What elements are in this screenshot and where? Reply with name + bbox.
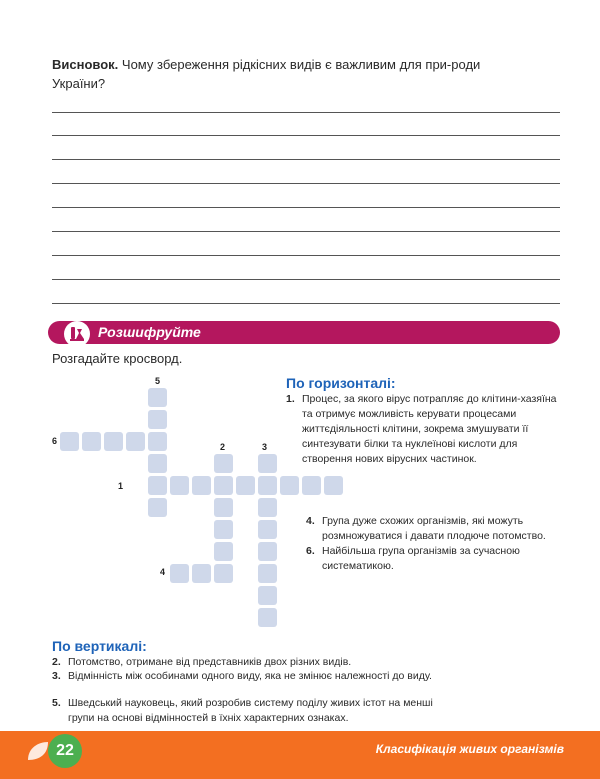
crossword-cell[interactable] — [258, 542, 277, 561]
answer-line[interactable] — [52, 207, 560, 208]
crossword-cell[interactable] — [148, 498, 167, 517]
crossword-number: 6 — [52, 436, 58, 446]
crossword-cell[interactable] — [192, 476, 211, 495]
answer-line[interactable] — [52, 183, 560, 184]
crossword-cell[interactable] — [258, 586, 277, 605]
crossword-cell[interactable] — [170, 476, 189, 495]
crossword-cell[interactable] — [148, 410, 167, 429]
crossword-cell[interactable] — [258, 498, 277, 517]
answer-line[interactable] — [52, 231, 560, 232]
horizontal-clue-4: 4. Група дуже схожих організмів, які можуть розмножуватися і давати плодюче потомство. — [306, 515, 546, 542]
horizontal-clue-6: 6. Найбільша група організмів за сучасною систематикою. — [306, 545, 520, 572]
crossword-cell[interactable] — [214, 542, 233, 561]
answer-line[interactable] — [52, 279, 560, 280]
crossword-cell[interactable] — [148, 432, 167, 451]
vertical-clue-5: 5. Шведський науковець, який розробив систему поділу живих істот на менші групи на основі відмінностей в їхніх характерних ознаках. — [52, 697, 433, 724]
crossword-cell[interactable] — [258, 564, 277, 583]
crossword-number: 1 — [118, 481, 124, 491]
answer-line[interactable] — [52, 135, 560, 136]
crossword-cell[interactable] — [214, 520, 233, 539]
crossword-cell[interactable] — [148, 388, 167, 407]
footer-title: Класифікація живих організмів — [375, 742, 564, 756]
crossword-cell[interactable] — [324, 476, 343, 495]
crossword-cell[interactable] — [236, 476, 255, 495]
crossword-cell[interactable] — [214, 564, 233, 583]
conclusion-text: Чому збереження рідкісних видів є важливим для при-роди України? — [52, 57, 481, 91]
crossword-cell[interactable] — [104, 432, 123, 451]
lab-flask-icon — [64, 321, 90, 347]
page-number: 22 — [48, 734, 82, 768]
crossword-cell[interactable] — [258, 520, 277, 539]
crossword-cell[interactable] — [60, 432, 79, 451]
answer-line[interactable] — [52, 303, 560, 304]
crossword-cell[interactable] — [148, 476, 167, 495]
vertical-clue-2: 2. Потомство, отримане від представників двох різних видів. — [52, 656, 352, 668]
crossword-cell[interactable] — [258, 608, 277, 627]
horizontal-title: По горизонталі: — [286, 375, 396, 391]
crossword-cell[interactable] — [148, 454, 167, 473]
crossword-cell[interactable] — [82, 432, 101, 451]
conclusion-label: Висновок. — [52, 57, 119, 72]
section-title: Розшифруйте — [98, 324, 201, 340]
instruction-text: Розгадайте кросворд. — [52, 351, 183, 366]
vertical-clue-3: 3. Відмінність між особинами одного виду, яка не змінює належності до виду. — [52, 670, 432, 682]
crossword-cell[interactable] — [258, 476, 277, 495]
crossword-number: 5 — [155, 376, 161, 386]
crossword-cell[interactable] — [214, 476, 233, 495]
conclusion-question — [52, 55, 522, 93]
answer-line[interactable] — [52, 255, 560, 256]
crossword-number: 3 — [262, 442, 268, 452]
crossword-number: 4 — [160, 567, 166, 577]
answer-line[interactable] — [52, 159, 560, 160]
crossword-cell[interactable] — [258, 454, 277, 473]
answer-line[interactable] — [52, 112, 560, 113]
crossword-cell[interactable] — [170, 564, 189, 583]
horizontal-clue-1: 1. Процес, за якого вірус потрапляє до клітини-хазяїна та отримує можливість керувати процесами життєдіяльності клітини, зокрема змушувати її синтезувати білки та нуклеїнові кислоти для створення нових вірусних частинок. — [286, 393, 557, 465]
crossword-cell[interactable] — [214, 454, 233, 473]
crossword-number: 2 — [220, 442, 226, 452]
vertical-title: По вертикалі: — [52, 638, 147, 654]
crossword-cell[interactable] — [280, 476, 299, 495]
crossword-cell[interactable] — [302, 476, 321, 495]
crossword-cell[interactable] — [214, 498, 233, 517]
crossword-cell[interactable] — [126, 432, 145, 451]
crossword-cell[interactable] — [192, 564, 211, 583]
